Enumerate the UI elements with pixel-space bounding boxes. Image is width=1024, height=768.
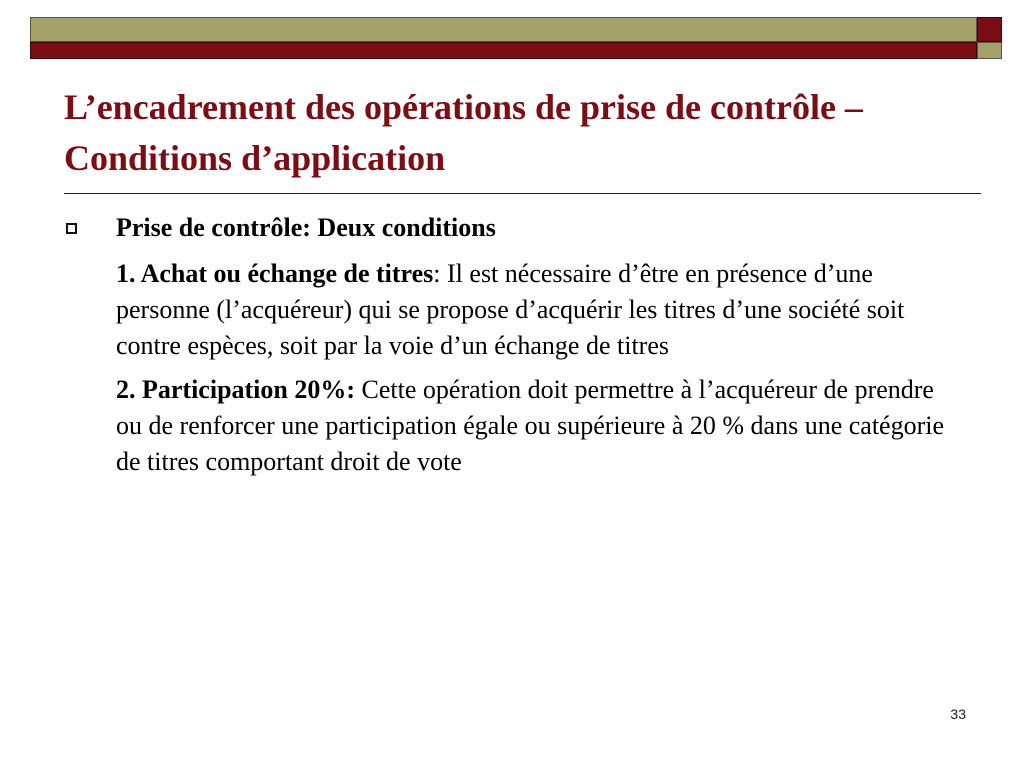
condition-1-label: 1. Achat ou échange de titres — [116, 259, 434, 288]
hollow-square-bullet-icon — [66, 223, 77, 234]
condition-2-text: Cette opération doit permettre à l’acquéreur de prendre ou de renforcer une participation égale ou supérieure à 20 % dans une catégorie de titres comportant droit de vote — [116, 375, 945, 476]
bullet-heading: Prise de contrôle: Deux conditions — [116, 213, 496, 242]
page-number: 33 — [950, 706, 966, 722]
condition-2-paragraph — [64, 372, 964, 480]
header-square-maroon — [977, 17, 1002, 42]
condition-1-text: Il est nécessaire d’être en présence d’une personne (l’acquéreur) qui se propose d’acquérir les titres d’une société soit contre espèces, soit par la voie d’un échange de titres — [116, 259, 905, 360]
slide-content — [64, 208, 964, 480]
title-divider — [64, 193, 981, 194]
header-square-olive — [977, 42, 1002, 59]
slide-title: L’encadrement des opérations de prise de contrôle – Conditions d’application — [64, 87, 863, 178]
condition-1-separator: : — [433, 259, 448, 288]
condition-2-label: 2. Participation 20%: — [116, 375, 356, 404]
header-bar-maroon — [30, 42, 977, 59]
header-bar-olive — [30, 17, 977, 42]
bullet-item — [64, 208, 964, 248]
condition-1-paragraph — [64, 256, 964, 364]
